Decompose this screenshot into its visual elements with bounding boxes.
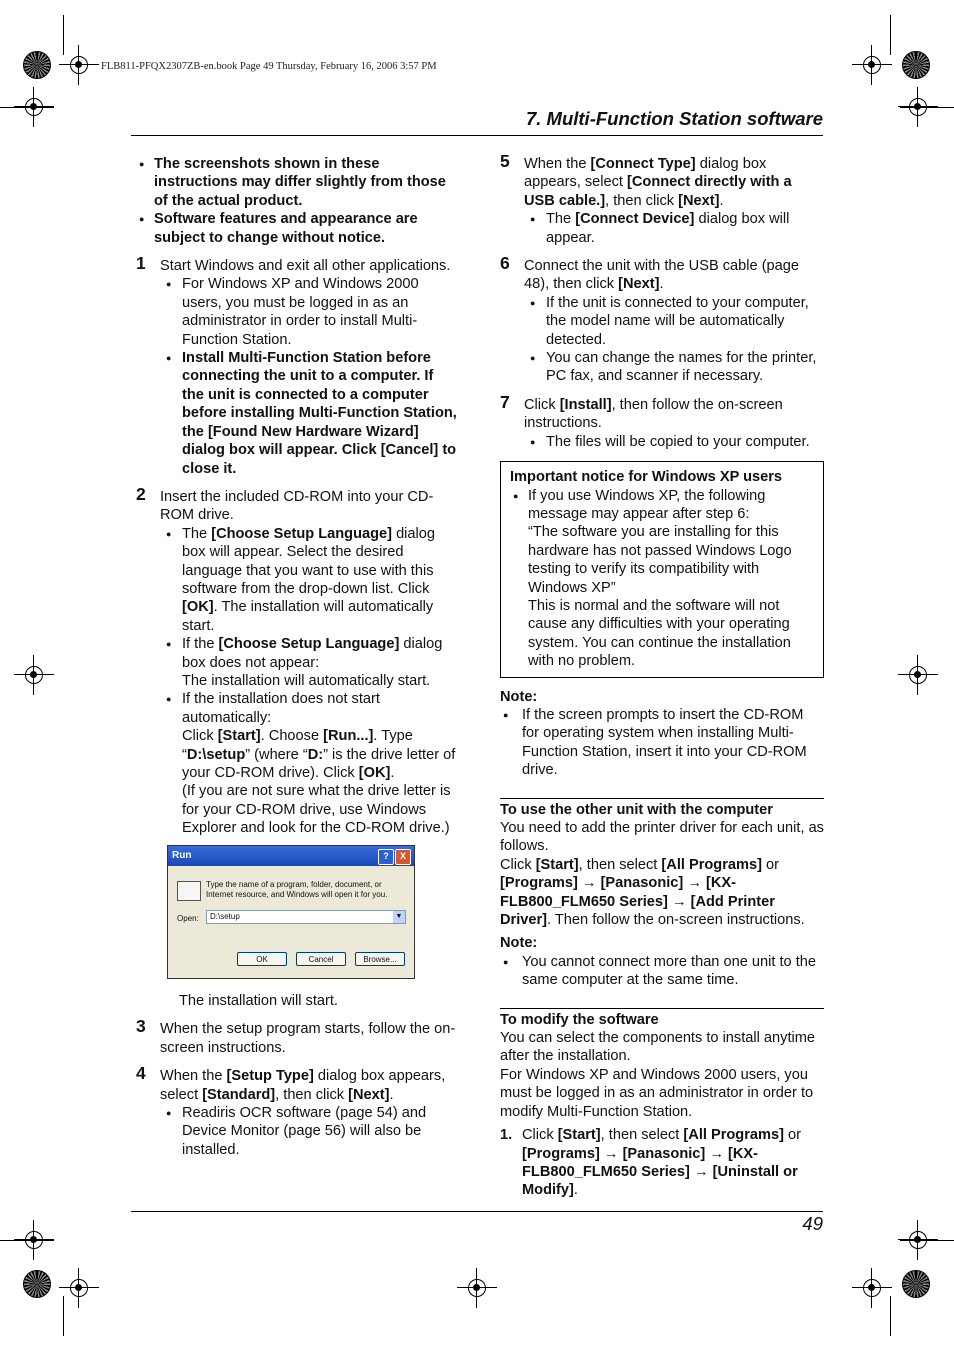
registration-mark	[852, 1268, 892, 1308]
step-2	[136, 483, 458, 838]
crop-mark	[900, 1240, 954, 1241]
paragraph: Click [Start], then select [All Programs] or [Programs] → [Panasonic] → [KX-FLB800_FLM650 Series] → [Add Printer Driver]. Then follow the on-screen instructions.	[500, 856, 805, 929]
left-column	[136, 155, 458, 838]
step-text: When the setup program starts, follow the on-screen instructions.	[160, 1021, 456, 1056]
notice-screenshots: ● The screenshots shown in these instructions may differ slightly from those of the actual product.	[136, 155, 458, 210]
cancel-button: Cancel	[296, 952, 346, 966]
step-number: 6	[500, 253, 510, 274]
note-title: Note:	[500, 935, 538, 952]
crop-mark	[63, 1296, 64, 1336]
bullet: ● The [Connect Device] dialog box will appear.	[524, 210, 824, 247]
close-icon: X	[395, 849, 411, 865]
color-bar-dot	[902, 1270, 930, 1298]
ok-button: OK	[237, 952, 287, 966]
modify-step-1	[500, 1126, 824, 1200]
header-rule	[131, 135, 823, 136]
bullet: ● The files will be copied to your computer.	[524, 433, 824, 451]
step-text: Click [Start], then select [All Programs] or [Programs] → [Panasonic] → [KX-FLB800_FLM650 Series] → [Uninstall or Modify].	[522, 1127, 802, 1199]
registration-mark	[14, 655, 54, 695]
crop-mark	[900, 107, 954, 108]
step-text: Click [Install], then follow the on-screen instructions.	[524, 396, 783, 432]
browse-button: Browse...	[355, 952, 405, 966]
color-bar-dot	[23, 51, 51, 79]
paragraph: For Windows XP and Windows 2000 users, you must be logged in as an administrator in order to modify Multi-Function Station.	[500, 1066, 814, 1120]
bullet: ● The [Choose Setup Language] dialog box will appear. Select the desired language that you want to use with this software from the drop-down list. Click [OK]. The installation will automatically start.	[160, 525, 458, 635]
step-1	[136, 253, 458, 478]
bullet: ● Install Multi-Function Station before connecting the unit to a computer. If the unit is connected to a computer before installing Multi-Function Station, the [Found New Hardware Wizard] dialog box will appear. Click [Cancel] to close it.	[160, 349, 458, 478]
run-dialog-screenshot	[167, 845, 415, 979]
step-number: 1	[136, 253, 146, 274]
bullet: ● You cannot connect more than one unit to the same computer at the same time.	[500, 953, 824, 990]
open-input: D:\setup ▼	[206, 910, 406, 924]
install-start-text: The installation will start.	[179, 993, 338, 1009]
step-6	[500, 253, 824, 386]
notice-title: Important notice for Windows XP users	[510, 469, 783, 486]
bullet: ● Readiris OCR software (page 54) and Device Monitor (page 56) will also be installed.	[160, 1104, 458, 1159]
bullet: ● If the unit is connected to your computer, the model name will be automatically detected.	[524, 294, 824, 349]
step-text: Start Windows and exit all other applications.	[160, 258, 451, 275]
dialog-description: Type the name of a program, folder, document, or Internet resource, and Windows will open it for you.	[206, 880, 388, 899]
paragraph: You need to add the printer driver for each unit, as follows.	[500, 820, 824, 855]
step-7	[500, 391, 824, 451]
bullet: ● You can change the names for the printer, PC fax, and scanner if necessary.	[524, 349, 824, 386]
step-number: 5	[500, 151, 510, 171]
step-number: 3	[136, 1016, 146, 1037]
step-number: 4	[136, 1063, 146, 1084]
bullet: ● If you use Windows XP, the following message may appear after step 6: “The software you are installing for this hardware has not passed Windows Logo testing to verify its compatibility with Windows XP” This is normal and the software will not cause any difficulties with your operating system. You can continue the installation with no problem.	[510, 487, 814, 671]
step-number: 1.	[500, 1127, 513, 1144]
step-number: 2	[136, 483, 146, 504]
registration-mark	[59, 1268, 99, 1308]
book-info: FLB811-PFQX2307ZB-en.book Page 49 Thursday, February 16, 2006 3:57 PM	[101, 61, 437, 72]
paragraph: You can select the components to install anytime after the installation.	[500, 1030, 816, 1065]
bullet: ● If the [Choose Setup Language] dialog box does not appear: The installation will automatically start.	[160, 635, 458, 690]
step-text: Insert the included CD-ROM into your CD-ROM drive.	[160, 488, 434, 524]
bullet: ● For Windows XP and Windows 2000 users, you must be logged in as an administrator in order to install Multi-Function Station.	[160, 275, 458, 349]
step-3	[136, 1016, 458, 1057]
note-title: Note:	[500, 688, 538, 705]
crop-mark	[63, 15, 64, 55]
step-text: When the [Setup Type] dialog box appears, select [Standard], then click [Next].	[160, 1068, 446, 1103]
registration-mark	[898, 655, 938, 695]
crop-mark	[0, 107, 54, 108]
section-title: 7. Multi-Function Station software	[525, 108, 823, 129]
help-icon: ?	[378, 849, 394, 865]
bullet: ● If the installation does not start automatically: Click [Start]. Choose [Run...]. Type “D:\setup” (where “D:” is the drive letter of your CD-ROM drive). Click [OK]. (If you are not sure what the drive letter is for your CD-ROM drive, use Windows Explorer and look for the CD-ROM drive.)	[160, 690, 458, 837]
left-column-lower	[136, 992, 458, 1159]
step-text: Connect the unit with the USB cable (page 48), then click [Next].	[524, 258, 800, 293]
step-number: 7	[500, 391, 510, 412]
color-bar-dot	[902, 51, 930, 79]
registration-mark	[59, 45, 99, 85]
crop-mark	[0, 1240, 54, 1241]
bullet: ● If the screen prompts to insert the CD-ROM for operating system when installing Multi-Function Station, insert it into your CD-ROM drive.	[500, 706, 824, 780]
right-column	[500, 151, 824, 1200]
dialog-title: Run	[172, 850, 192, 861]
open-label: Open:	[177, 914, 199, 923]
chevron-down-icon: ▼	[393, 911, 405, 923]
dialog-title-bar	[168, 846, 414, 866]
notice-features: ● Software features and appearance are subject to change without notice.	[136, 210, 458, 247]
registration-mark	[852, 45, 892, 85]
step-4	[136, 1063, 458, 1159]
registration-mark	[457, 1268, 497, 1308]
modify-heading: To modify the software	[500, 1008, 824, 1029]
crop-mark	[890, 1296, 891, 1336]
important-notice-box	[500, 461, 824, 677]
step-5	[500, 151, 824, 247]
other-unit-heading: To use the other unit with the computer	[500, 798, 824, 819]
step-text: When the [Connect Type] dialog box appears, select [Connect directly with a USB cable.], then click [Next].	[524, 156, 792, 209]
color-bar-dot	[23, 1270, 51, 1298]
crop-mark	[890, 15, 891, 55]
footer-rule	[131, 1211, 823, 1212]
run-icon	[177, 881, 201, 901]
page-number: 49	[802, 1213, 823, 1234]
